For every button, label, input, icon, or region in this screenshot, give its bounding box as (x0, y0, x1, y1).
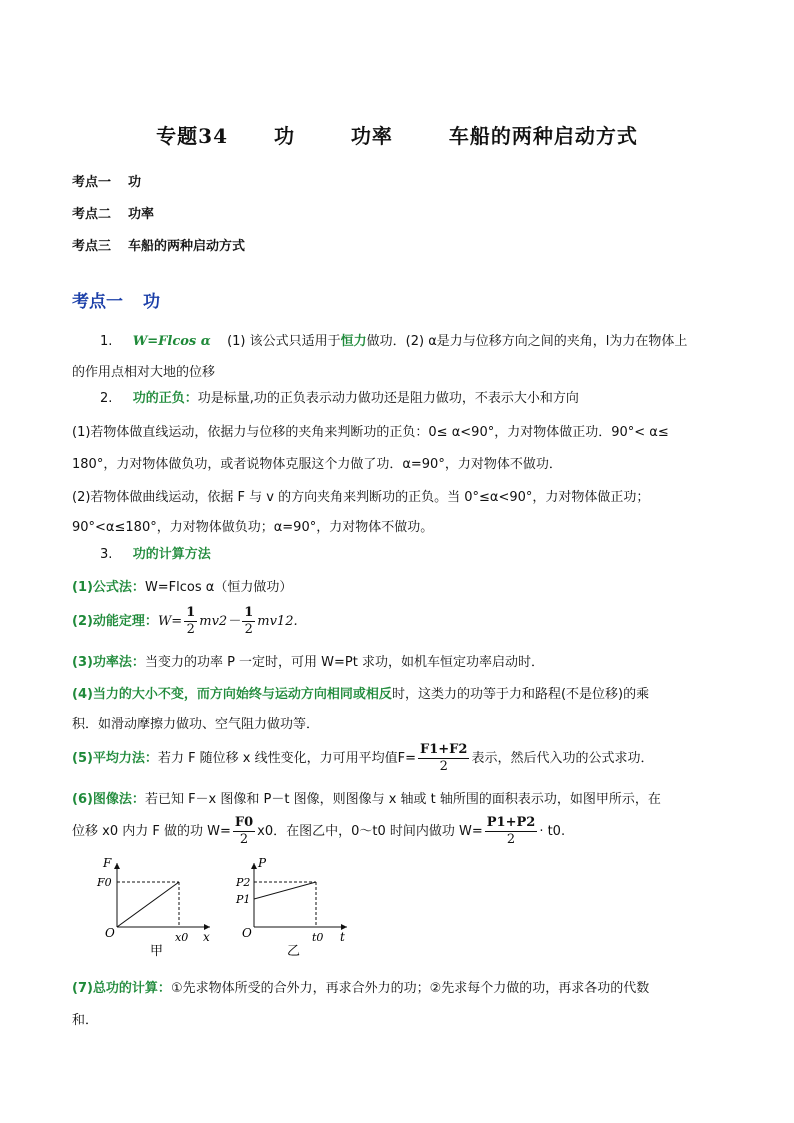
title-part-power: 功率 (350, 124, 393, 148)
method-4-heading: (4)当力的大小不变，而方向始终与运动方向相同或相反 (72, 687, 392, 702)
item-2b-text-2: 90°<α≤180°，力对物体做负功；α=90°，力对物体不做功。 (72, 520, 434, 535)
item-2-text: 功是标量,功的正负表示动力做功还是阻力做功，不表示大小和方向 (197, 391, 579, 406)
page-title (0, 120, 794, 149)
method-6-text-a: 位移 x0 内力 F 做的功 W= (72, 824, 231, 839)
method-1-heading: (1)公式法： (72, 580, 145, 595)
y-axis-label: F (103, 856, 112, 870)
item-1-line-2 (72, 361, 215, 380)
y-axis-label: P (258, 856, 267, 870)
x-axis-label: t (340, 930, 345, 944)
f0-label: F0 (97, 876, 112, 889)
fraction-f0-half: $\frac{F0}{2}$ (234, 815, 254, 847)
item-number: 3. (100, 547, 113, 562)
method-7-line-2 (72, 1009, 98, 1028)
method-2-heading: (2)动能定理： (72, 614, 158, 629)
title-part-startup: 车船的两种启动方式 (448, 124, 638, 148)
item-2b-line-1 (72, 486, 649, 505)
origin-label: O (105, 926, 115, 940)
method-6-heading: (6)图像法： (72, 792, 145, 807)
toc-key: 考点一 (72, 175, 112, 190)
item-2a-line-2 (72, 453, 562, 472)
figure-caption: 乙 (287, 944, 301, 959)
method-4-line-1 (72, 683, 649, 702)
title-topic-number: 专题34 (156, 124, 229, 148)
y-axis-arrow-icon (251, 863, 257, 869)
method-4-text-2: 积．如滑动摩擦力做功、空气阻力做功等． (72, 717, 320, 732)
item-2a-text: (1)若物体做直线运动，依据力与位移的夹角来判断功的正负：0≤ α<90°，力对物体做正功．90°< α≤ (72, 425, 669, 440)
fraction-average-force: $\frac{F1+F2}{2}$ (420, 742, 468, 774)
toc-item-1 (72, 171, 141, 190)
item-1-text-b: 做功．(2) α是力与位移方向之间的夹角，l为力在物体上 (366, 334, 688, 349)
method-3-heading: (3)功率法： (72, 655, 145, 670)
origin-label: O (242, 926, 252, 940)
fraction-average-power: $\frac{P1+P2}{2}$ (486, 815, 536, 847)
p1-label: P1 (236, 893, 251, 906)
toc-value: 功率 (128, 207, 155, 222)
method-5-text-b: 表示，然后代入功的公式求功． (471, 751, 654, 766)
method-2 (72, 605, 298, 638)
toc-value: 功 (128, 175, 142, 190)
method-1 (72, 576, 292, 595)
method-4-text: 时，这类力的功等于力和路程(不是位移)的乘 (391, 687, 650, 702)
method-7-text-2: 和． (72, 1013, 99, 1028)
section-heading (72, 287, 160, 312)
method-7-line-1 (72, 977, 649, 996)
method-6-text-b: x0．在图乙中，0～t0 时间内做功 W= (257, 824, 483, 839)
method-6-text: 若已知 F－x 图像和 P－t 图像，则图像与 x 轴或 t 轴所围的面积表示功，如图甲所示，在 (144, 792, 661, 807)
item-2a-text-2: 180°，力对物体做负功，或者说物体克服这个力做了功．α=90°，力对物体不做功． (72, 457, 562, 472)
method-5 (72, 742, 653, 775)
formula-tail: mv12. (257, 614, 298, 629)
f-x-line (117, 882, 179, 927)
item-2b-text: (2)若物体做曲线运动，依据 F 与 v 的方向夹角来判断功的正负。当 0°≤α<90°，力对物体做正功； (72, 490, 650, 505)
x-axis-label: x (203, 930, 210, 944)
item-3-heading: 功的计算方法 (132, 547, 211, 562)
x0-label: x0 (175, 931, 189, 944)
item-number: 2. (100, 391, 113, 406)
item-2a-line-1 (72, 421, 669, 440)
method-5-text-a: 若力 F 随位移 x 线性变化，力可用平均值F= (157, 751, 417, 766)
method-5-heading: (5)平均力法： (72, 751, 158, 766)
method-6-text-c: · t0. (539, 824, 566, 839)
section-value: 功 (143, 292, 160, 312)
item-1-highlight: 恒力 (340, 334, 367, 349)
fraction-half-2: $\frac{1}{2}$ (244, 605, 254, 637)
toc-item-2 (72, 203, 154, 222)
formula-mid: mv2－ (199, 614, 241, 629)
formula-lhs: W= (157, 614, 183, 629)
item-3 (100, 543, 211, 562)
item-2b-line-2 (72, 516, 433, 535)
method-1-text: W=Flcos α（恒力做功） (144, 580, 293, 595)
section-key: 考点一 (72, 292, 123, 312)
method-3-text: 当变力的功率 P 一定时，可用 W=Pt 求功，如机车恒定功率启动时． (144, 655, 544, 670)
figure-p-t-graph (232, 855, 357, 960)
method-4-line-2 (72, 713, 319, 732)
method-7-text: ①先求物体所受的合外力，再求合外力的功；②先求每个力做的功，再求各功的代数 (170, 981, 650, 996)
toc-value: 车船的两种启动方式 (128, 239, 246, 254)
p2-label: P2 (236, 876, 251, 889)
work-formula: W=Flcos α (132, 334, 211, 349)
item-2 (100, 387, 579, 406)
figure-f-x-graph (95, 855, 220, 960)
t0-label: t0 (312, 931, 324, 944)
title-part-work: 功 (273, 124, 295, 148)
item-1-line-1 (100, 330, 687, 349)
method-6-line-2 (72, 815, 565, 848)
method-7-heading: (7)总功的计算： (72, 981, 171, 996)
item-1-text-a: (1) 该公式只适用于 (227, 334, 341, 349)
toc-key: 考点三 (72, 239, 112, 254)
item-1-text-c: 的作用点相对大地的位移 (72, 365, 216, 380)
fraction-half-1: $\frac{1}{2}$ (186, 605, 196, 637)
method-6-line-1 (72, 788, 661, 807)
item-2-heading: 功的正负： (132, 391, 198, 406)
toc-key: 考点二 (72, 207, 112, 222)
method-3 (72, 651, 544, 670)
figure-caption: 甲 (150, 944, 164, 959)
toc-item-3 (72, 235, 245, 254)
item-number: 1. (100, 334, 113, 349)
p-t-line (254, 882, 316, 899)
y-axis-arrow-icon (114, 863, 120, 869)
